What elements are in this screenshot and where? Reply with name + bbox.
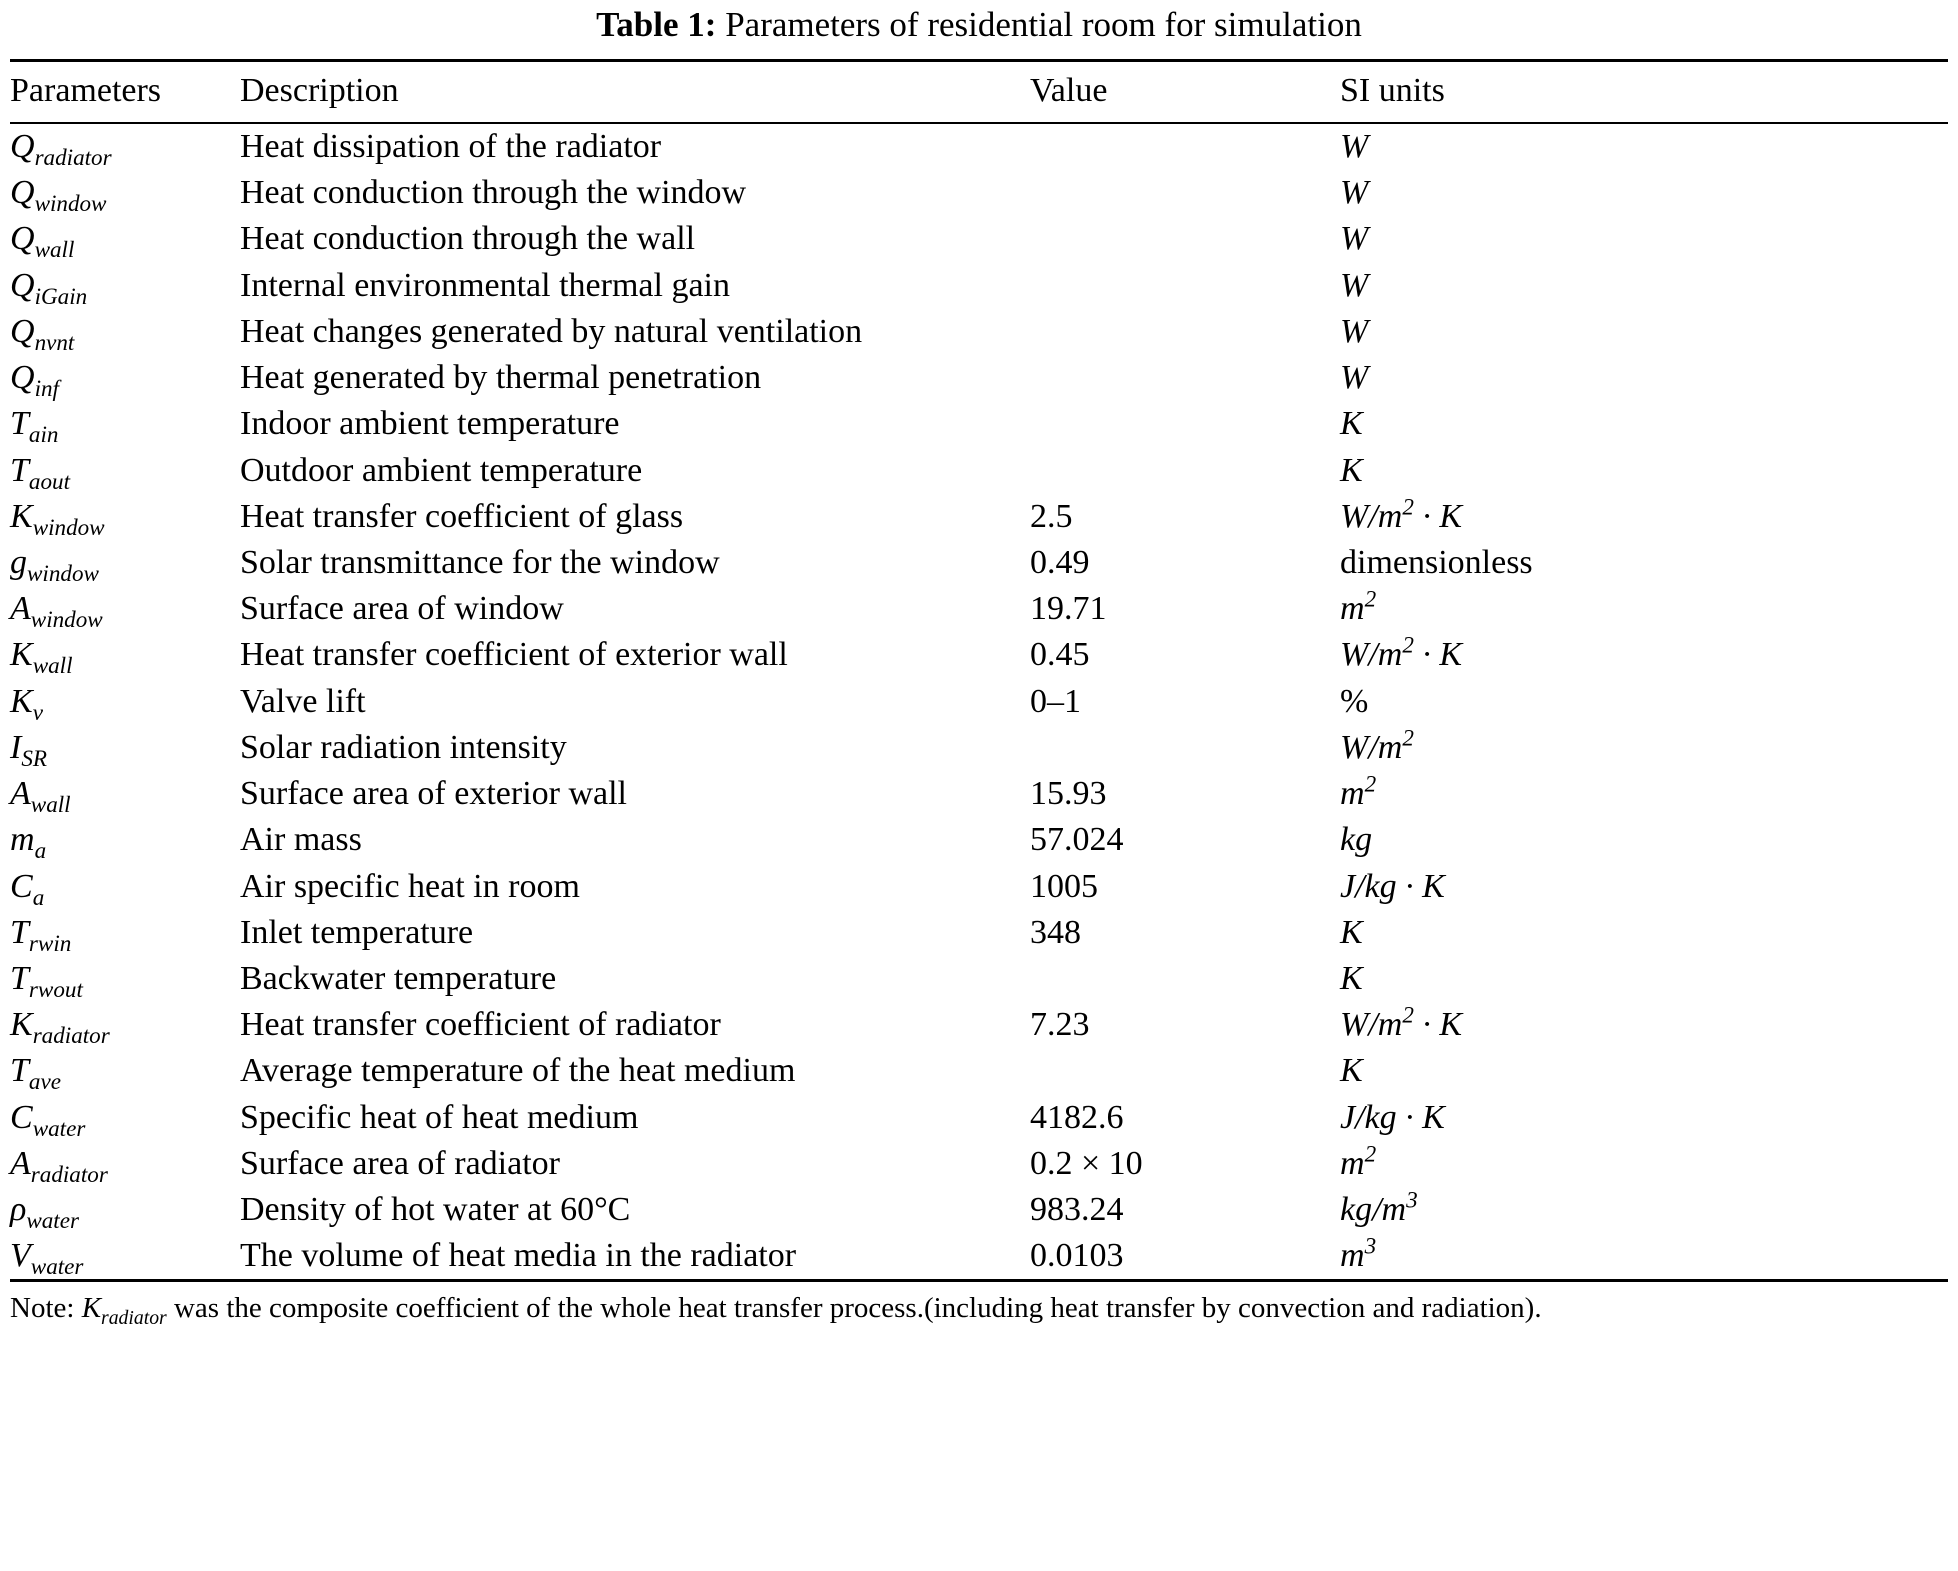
parameter-value (1030, 724, 1340, 770)
parameter-symbol-subscript: water (30, 1254, 84, 1281)
parameter-unit: J/kg · K (1340, 1098, 1445, 1136)
parameter-symbol-subscript: window (32, 514, 105, 541)
parameter-symbol-subscript: aout (28, 468, 71, 495)
parameter-symbol (10, 586, 240, 632)
parameter-symbol (10, 216, 240, 262)
parameter-symbol (10, 817, 240, 863)
parameter-description: Heat conduction through the wall (240, 220, 696, 258)
parameter-description: Density of hot water at 60°C (240, 1191, 631, 1229)
parameter-unit: $W/m^2 \cdot K$ (1340, 1002, 1463, 1044)
parameter-symbol-subscript: water (26, 1207, 79, 1234)
parameter-description: Air mass (240, 821, 362, 859)
parameter-symbol-base: T (10, 959, 29, 997)
table-row (10, 771, 1948, 817)
table-body (10, 123, 1948, 1279)
table-row (10, 863, 1948, 909)
parameter-symbol (10, 262, 240, 308)
parameter-symbol-subscript: nvnt (34, 329, 75, 356)
parameter-unit: W (1340, 128, 1369, 165)
parameter-description: Internal environmental thermal gain (240, 266, 730, 304)
table-row (10, 401, 1948, 447)
parameter-unit: dimensionless (1340, 543, 1533, 581)
parameter-symbol-base: I (10, 728, 22, 766)
parameter-value: 4182.6 (1030, 1098, 1124, 1136)
parameter-value (1030, 308, 1340, 354)
table-row (10, 262, 1948, 308)
parameter-description: Surface area of radiator (240, 1144, 560, 1182)
parameter-symbol-base: Q (10, 174, 35, 212)
table-row (10, 447, 1948, 493)
parameter-symbol-base: T (10, 1052, 29, 1090)
table-row (10, 123, 1948, 170)
parameter-description: Valve lift (240, 682, 366, 720)
parameter-symbol-base: C (10, 1098, 33, 1136)
parameter-unit: K (1340, 1052, 1363, 1090)
column-header-si-units: SI units (1340, 71, 1445, 109)
table-row (10, 170, 1948, 216)
parameter-symbol (10, 1233, 240, 1279)
parameter-value: 0.45 (1030, 636, 1090, 674)
note-text: was the composite coefficient of the whole heat transfer process.(including heat transfer by convection and radiation). (166, 1291, 1542, 1324)
parameter-symbol-subscript: window (34, 191, 107, 218)
table-row (10, 586, 1948, 632)
parameter-symbol-base: Q (10, 128, 35, 165)
parameter-unit: $m^3$ (1340, 1233, 1377, 1275)
parameter-description: Solar transmittance for the window (240, 543, 720, 581)
parameter-description: Surface area of window (240, 590, 564, 628)
parameter-unit: kg (1340, 821, 1373, 859)
parameter-symbol (10, 955, 240, 1001)
parameter-symbol (10, 355, 240, 401)
parameter-value (1030, 401, 1340, 447)
parameter-symbol (10, 1002, 240, 1048)
note-symbol-sub: radiator (101, 1306, 167, 1329)
parameter-symbol-subscript: a (32, 884, 45, 911)
parameter-unit: W (1340, 312, 1369, 350)
parameter-symbol (10, 539, 240, 585)
parameter-unit: K (1340, 451, 1363, 489)
table-row (10, 1233, 1948, 1279)
parameter-unit: $kg/m^3$ (1340, 1187, 1418, 1229)
parameter-symbol-base: T (10, 451, 29, 489)
header-row (10, 60, 1948, 123)
parameter-symbol (10, 632, 240, 678)
parameter-description: Outdoor ambient temperature (240, 451, 643, 489)
parameter-value (1030, 216, 1340, 262)
parameter-symbol (10, 1094, 240, 1140)
parameter-symbol-base: T (10, 405, 29, 443)
parameter-unit: $m^2$ (1340, 771, 1377, 813)
parameter-value (1030, 447, 1340, 493)
caption-text: Parameters of residential room for simulation (725, 5, 1362, 44)
parameter-symbol (10, 401, 240, 447)
parameter-value (1030, 262, 1340, 308)
parameter-value (1030, 170, 1340, 216)
parameter-symbol-subscript: rwout (28, 976, 83, 1003)
parameter-symbol-base: ρ (10, 1191, 27, 1229)
parameter-unit: W (1340, 220, 1369, 258)
parameter-description: The volume of heat media in the radiator (240, 1237, 797, 1275)
parameter-symbol-subscript: radiator (34, 144, 112, 171)
parameter-symbol-subscript: radiator (30, 1161, 108, 1188)
parameter-symbol-subscript: SR (21, 745, 47, 772)
parameter-description: Heat changes generated by natural ventilation (240, 312, 863, 350)
table-row (10, 1094, 1948, 1140)
parameter-symbol (10, 1187, 240, 1233)
parameter-symbol-subscript: wall (34, 237, 75, 264)
parameter-symbol-base: Q (10, 312, 35, 350)
parameter-symbol (10, 1140, 240, 1186)
parameter-symbol-base: g (10, 543, 27, 581)
parameter-value (1030, 355, 1340, 401)
parameter-symbol-base: Q (10, 220, 35, 258)
parameter-symbol-base: m (10, 821, 35, 859)
parameter-value: 983.24 (1030, 1191, 1124, 1229)
parameter-value: 0.2 × 10 (1030, 1144, 1143, 1182)
parameter-unit: $W/m^2 \cdot K$ (1340, 494, 1463, 535)
parameter-value: 57.024 (1030, 821, 1124, 859)
parameter-value: 7.23 (1030, 1006, 1090, 1044)
parameter-symbol-subscript: wall (30, 791, 71, 818)
parameter-value: 2.5 (1030, 497, 1073, 535)
parameter-unit: W (1340, 359, 1369, 397)
parameter-symbol-base: V (10, 1237, 31, 1275)
parameter-symbol-base: K (10, 1006, 33, 1044)
table-row (10, 216, 1948, 262)
parameter-unit: J/kg · K (1340, 867, 1445, 905)
parameter-description: Heat transfer coefficient of radiator (240, 1006, 721, 1044)
column-header-parameters: Parameters (10, 71, 162, 109)
parameter-description: Indoor ambient temperature (240, 405, 620, 443)
parameter-value: 0.0103 (1030, 1237, 1124, 1275)
parameter-unit: $W/m^2 \cdot K$ (1340, 633, 1463, 674)
parameter-unit: W (1340, 174, 1369, 212)
parameter-symbol-base: T (10, 913, 29, 951)
parameter-description: Inlet temperature (240, 913, 474, 951)
parameter-symbol (10, 909, 240, 955)
parameter-symbol-base: Q (10, 266, 35, 304)
parameter-unit: $m^2$ (1340, 586, 1377, 628)
parameter-description: Backwater temperature (240, 959, 557, 997)
parameter-value: 0.49 (1030, 543, 1090, 581)
parameter-description: Air specific heat in room (240, 867, 580, 905)
parameters-table (10, 59, 1948, 1279)
parameter-unit: K (1340, 405, 1363, 443)
parameter-description: Heat transfer coefficient of glass (240, 497, 684, 535)
parameter-symbol-subscript: ave (28, 1069, 61, 1096)
parameter-unit: K (1340, 913, 1363, 951)
parameter-description: Heat conduction through the window (240, 174, 747, 212)
note-symbol-base: K (81, 1291, 102, 1324)
parameter-unit: $W/m^2$ (1340, 725, 1414, 766)
parameter-symbol-base: C (10, 867, 33, 905)
table-row (10, 632, 1948, 678)
parameter-value (1030, 1048, 1340, 1094)
parameter-value: 1005 (1030, 867, 1098, 905)
column-header-value: Value (1030, 71, 1108, 109)
parameter-description: Average temperature of the heat medium (240, 1052, 796, 1090)
table-caption (10, 0, 1948, 59)
parameter-symbol (10, 447, 240, 493)
parameter-unit: K (1340, 959, 1363, 997)
table-row (10, 539, 1948, 585)
parameter-description: Specific heat of heat medium (240, 1098, 639, 1136)
parameter-symbol-subscript: water (32, 1115, 86, 1142)
caption-label: Table 1: (596, 5, 717, 44)
parameter-description: Heat generated by thermal penetration (240, 359, 762, 397)
parameter-symbol-base: K (10, 636, 33, 674)
table-row (10, 308, 1948, 354)
parameter-description: Solar radiation intensity (240, 728, 567, 766)
parameter-symbol (10, 123, 240, 170)
parameter-unit: $m^2$ (1340, 1141, 1377, 1182)
table-row (10, 1140, 1948, 1186)
table-row (10, 909, 1948, 955)
parameter-symbol (10, 493, 240, 539)
table-head (10, 60, 1948, 123)
parameter-symbol (10, 771, 240, 817)
table-row (10, 493, 1948, 539)
parameter-symbol (10, 678, 240, 724)
table-row (10, 678, 1948, 724)
parameter-symbol-base: A (10, 1144, 31, 1182)
parameter-symbol-subscript: a (34, 838, 47, 865)
parameter-symbol-subscript: radiator (32, 1022, 110, 1049)
parameter-value: 19.71 (1030, 590, 1107, 628)
table-row (10, 817, 1948, 863)
parameter-symbol-subscript: ain (28, 422, 59, 449)
parameter-symbol-base: K (10, 497, 33, 535)
parameter-symbol-subscript: wall (32, 653, 73, 680)
table-row (10, 1187, 1948, 1233)
parameter-value: 15.93 (1030, 775, 1107, 813)
parameter-symbol-subscript: v (32, 699, 43, 726)
parameter-description: Surface area of exterior wall (240, 775, 627, 813)
table-row (10, 355, 1948, 401)
parameter-value: 348 (1030, 913, 1081, 951)
parameter-symbol-subscript: window (30, 606, 103, 633)
parameter-description: Heat transfer coefficient of exterior wall (240, 636, 788, 674)
parameter-symbol-base: K (10, 682, 33, 720)
parameter-description: Heat dissipation of the radiator (240, 128, 662, 165)
table-row (10, 1002, 1948, 1048)
parameter-symbol (10, 724, 240, 770)
column-header-description: Description (240, 71, 399, 109)
parameter-symbol-base: Q (10, 359, 35, 397)
parameter-value (1030, 123, 1340, 170)
parameter-symbol-subscript: iGain (34, 283, 88, 310)
table-row (10, 1048, 1948, 1094)
parameter-value: 0–1 (1030, 682, 1081, 720)
note-prefix: Note: (10, 1291, 82, 1324)
parameter-value (1030, 955, 1340, 1001)
parameter-unit: % (1340, 682, 1369, 720)
parameter-symbol-subscript: rwin (28, 930, 72, 957)
parameter-symbol-subscript: window (27, 560, 99, 587)
parameter-symbol (10, 1048, 240, 1094)
parameter-unit: W (1340, 266, 1369, 304)
parameter-symbol (10, 863, 240, 909)
parameter-symbol-base: A (10, 775, 31, 813)
parameter-symbol-base: A (10, 590, 31, 628)
table-row (10, 955, 1948, 1001)
table-row (10, 724, 1948, 770)
parameter-symbol-subscript: inf (34, 375, 59, 402)
parameter-symbol (10, 308, 240, 354)
parameter-symbol (10, 170, 240, 216)
table-note (10, 1282, 1948, 1329)
